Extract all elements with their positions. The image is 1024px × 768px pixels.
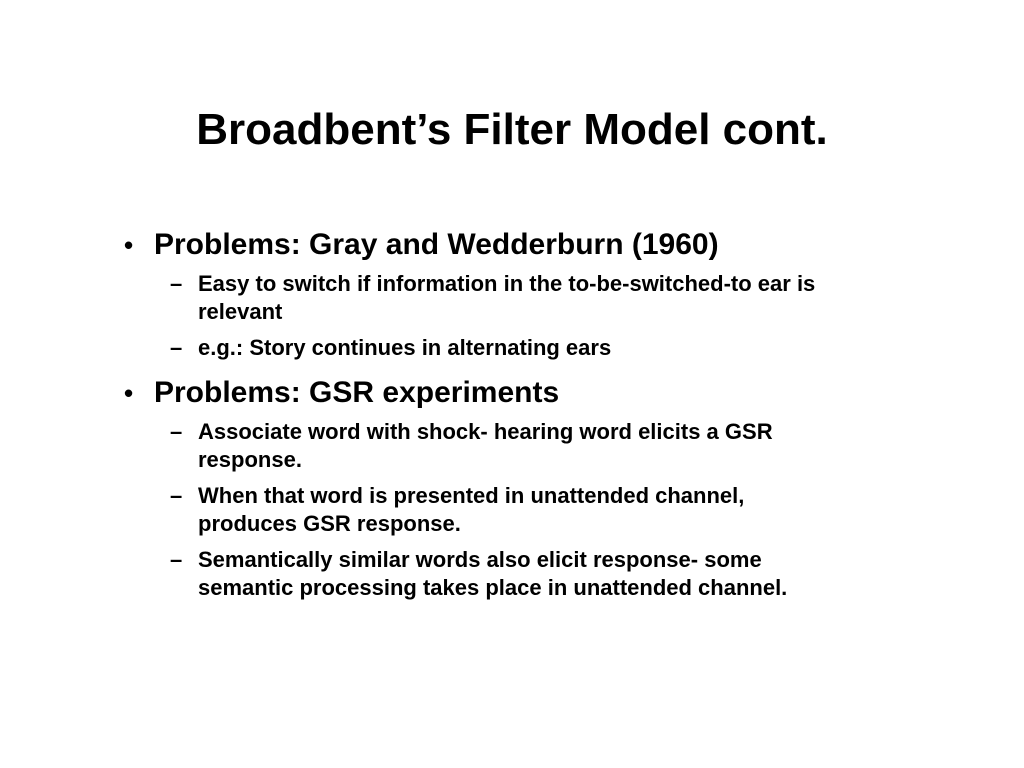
dash-icon: – [170, 271, 183, 296]
sub-bullet-item [120, 546, 818, 602]
sub-bullet-text: Associate word with shock- hearing word elicits a GSR response. [198, 419, 773, 472]
bullet-text: Problems: GSR experiments [154, 376, 560, 409]
sub-list [120, 418, 920, 602]
sub-bullet-item [120, 270, 818, 326]
bullet-dot-icon: • [124, 230, 134, 260]
bullet-dot-icon: • [124, 378, 134, 408]
sub-bullet-text: e.g.: Story continues in alternating ears [198, 335, 612, 360]
dash-icon: – [170, 419, 183, 444]
bullet-item [120, 374, 920, 412]
dash-icon: – [170, 483, 183, 508]
bullet-item [120, 226, 920, 264]
sub-bullet-text: When that word is presented in unattended channel, produces GSR response. [198, 483, 745, 536]
dash-icon: – [170, 335, 183, 360]
sub-list [120, 270, 920, 362]
slide-title: Broadbent’s Filter Model cont. [196, 105, 828, 154]
sub-bullet-item [120, 418, 818, 474]
sub-bullet-item [120, 334, 818, 362]
sub-bullet-item [120, 482, 818, 538]
bullet-text: Problems: Gray and Wedderburn (1960) [154, 228, 719, 261]
sub-bullet-text: Easy to switch if information in the to-be-switched-to ear is relevant [198, 271, 816, 324]
dash-icon: – [170, 547, 183, 572]
slide-body [120, 226, 920, 610]
sub-bullet-text: Semantically similar words also elicit response- some semantic processing takes place in unattended channel. [198, 547, 788, 600]
